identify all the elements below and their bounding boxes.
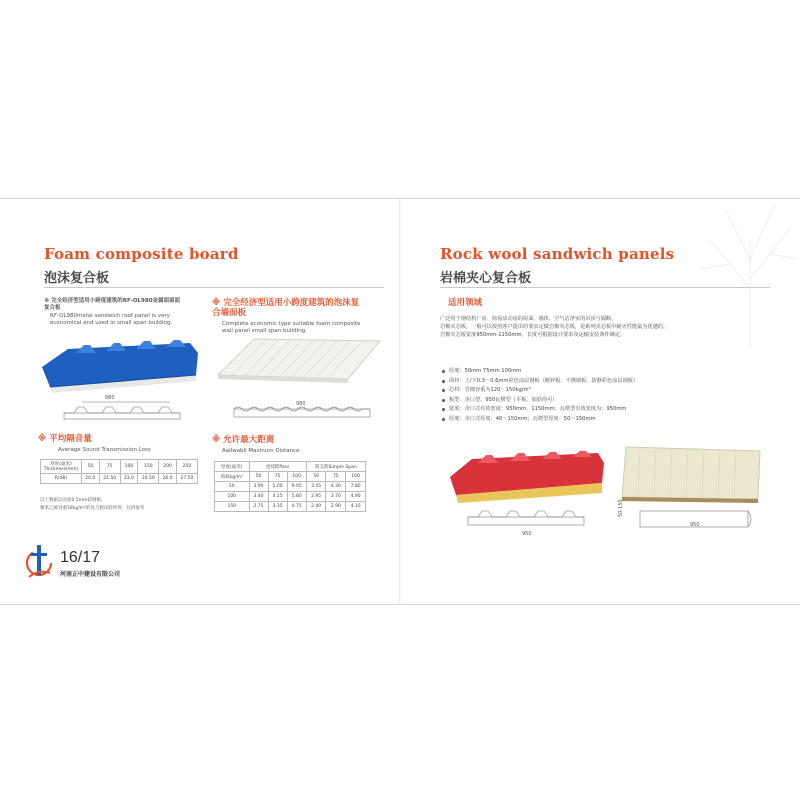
table-cell: 21.50 <box>99 474 120 484</box>
list-item: 面材：上/下0.3～0.6mm彩色涂层钢板（镀锌板、不锈钢板、防静彩色涂层钢板） <box>442 377 638 387</box>
span-table-head-row-1 <box>215 462 366 472</box>
table-cell: 50 <box>249 472 268 482</box>
sound-table-header-row <box>41 460 198 474</box>
table-cell: 3.90 <box>249 482 268 492</box>
spec-list <box>442 367 638 424</box>
paragraph-line: 广泛用于钢结构厂房、简易活动房的屋面、墙体、空气洁净室的吊顶与隔断。 <box>440 316 617 322</box>
paragraph-line: 岩棉夹芯板宽度950mm-1150mm，长度可根据设计要求及运输安装条件确定。 <box>440 332 626 338</box>
table-cell: 2.75 <box>249 502 268 512</box>
table-cell: 23.0 <box>120 474 138 484</box>
sound-heading-cn: ※ 平均隔音量 <box>38 434 92 444</box>
list-item: 厚度：企口式厚度：40～150mm；瓦楞型厚度：50～150mm <box>442 415 638 425</box>
table-cell: 4.10 <box>346 502 366 512</box>
company-name: 河南正中建设有限公司 <box>60 571 121 578</box>
table-cell: 简支跨Simple Span <box>306 462 365 472</box>
table-cell: 4.15 <box>268 492 287 502</box>
wall-heading-cn: ※ 完全经济型适用小跨度建筑的泡沫复合墙面板 <box>212 298 360 318</box>
table-cell: 27.50 <box>176 474 197 484</box>
table-cell: 26.0 <box>159 474 177 484</box>
list-item: 厚度：50mm 75mm 100mm <box>442 367 638 377</box>
table-cell: 厚度(毫米) Thickness(mm) <box>41 460 82 474</box>
table-cell: 3.40 <box>249 492 268 502</box>
table-cell: 7.80 <box>346 482 366 492</box>
list-item: 宽度：企口式有效宽度：950mm、1150mm；瓦楞型有效宽度为：950mm <box>442 405 638 415</box>
table-row <box>215 492 366 502</box>
table-cell: 9.05 <box>287 482 306 492</box>
sound-note-line-2: 聚苯乙烯容重18kg/m³的复合板试验所得，仅供参考 <box>40 506 145 511</box>
span-table <box>214 461 366 512</box>
table-cell: 5.00 <box>268 482 287 492</box>
roof-heading-cn: ※ 完全经济型适用小跨度建筑的RF-OL980金属面屋面复合板 <box>44 298 181 311</box>
table-cell: 4.90 <box>346 492 366 502</box>
table-cell: 2.40 <box>306 502 326 512</box>
table-row <box>215 502 366 512</box>
rockwool-wall-dim: 950 <box>690 522 700 528</box>
table-cell: 荷载kg/m² <box>215 472 250 482</box>
page-number: 16/17 <box>60 549 101 566</box>
company-logo-icon <box>24 543 54 579</box>
span-heading-en: Aallwabil Maxinum Distance <box>222 448 300 454</box>
table-cell: 75 <box>99 460 120 474</box>
brochure-spread <box>0 198 800 605</box>
span-table-head-row-2 <box>215 472 366 482</box>
table-cell: 100 <box>120 460 138 474</box>
table-cell: 100 <box>346 472 366 482</box>
table-cell: 连续跨Pass <box>249 462 306 472</box>
table-cell: 150 <box>215 502 250 512</box>
table-cell: 200 <box>159 460 177 474</box>
table-cell: 100 <box>287 472 306 482</box>
right-title-cn: 岩棉夹心复合板 <box>440 271 532 286</box>
table-cell: 3.35 <box>268 502 287 512</box>
left-divider <box>44 287 384 288</box>
table-cell: 24.50 <box>138 474 159 484</box>
table-cell: 4.75 <box>287 502 306 512</box>
table-cell: 2.90 <box>326 502 346 512</box>
blue-foam-roof-panel-image <box>40 339 200 395</box>
table-cell: 75 <box>268 472 287 482</box>
white-foam-wall-panel-image <box>214 335 384 391</box>
roof-desc-en: RF-OL980metal sandwich roof panel is very economical and used in small span building. <box>50 313 173 326</box>
span-heading-cn: ※ 允许最大距离 <box>212 435 275 445</box>
table-cell: 3.45 <box>306 482 326 492</box>
table-cell: 50 <box>306 472 326 482</box>
roof-profile-drawing <box>62 399 182 423</box>
list-item: 板型：企口型、950瓦楞型（平板、加筋均可） <box>442 396 638 406</box>
wall-desc-en: Complete economic type suitable foam composite wall panel small span building. <box>222 321 361 334</box>
sound-heading-en: Average Sound Transmission Loss <box>58 447 151 453</box>
table-row <box>215 482 366 492</box>
table-cell: 5.80 <box>287 492 306 502</box>
table-cell: 50 <box>215 482 250 492</box>
red-rockwool-roof-panel-image <box>448 451 608 503</box>
table-cell: 150 <box>138 460 159 474</box>
table-cell: 20.0 <box>82 474 100 484</box>
rockwool-roof-profile-drawing <box>466 505 586 529</box>
table-cell: 4.30 <box>326 482 346 492</box>
table-cell: R(dB) <box>41 474 82 484</box>
table-cell: 厚度(毫米) <box>215 462 250 472</box>
center-fold <box>399 199 401 604</box>
table-cell: 2.95 <box>306 492 326 502</box>
application-heading: 适用领域 <box>448 298 483 308</box>
rockwool-wall-thickness: 50-150 <box>618 499 624 517</box>
left-title-en: Foam composite board <box>44 245 239 263</box>
sound-table-row <box>41 474 198 484</box>
application-paragraph <box>440 315 668 339</box>
sound-table <box>40 459 198 484</box>
wall-dimension-label: 980 <box>296 401 306 407</box>
rockwool-wall-panel-image <box>620 445 770 503</box>
rockwool-roof-dim: 950 <box>522 531 532 537</box>
paragraph-line: 岩棉夹芯板，一般可以按照客户提出的要求定做岩棉夹芯板，是系列夹芯板中耐火性能最为优越的。 <box>440 324 669 330</box>
list-item: 芯材：岩棉容重为120～150kg/m³ <box>442 386 638 396</box>
left-title-cn: 泡沫复合板 <box>44 271 110 286</box>
right-divider <box>440 287 770 288</box>
sound-note-line-1: 以上数据以双面0.5mm彩钢板, <box>40 498 103 503</box>
table-cell: 100 <box>215 492 250 502</box>
table-cell: 75 <box>326 472 346 482</box>
table-cell: 3.70 <box>326 492 346 502</box>
roof-dimension-label: 980 <box>105 395 115 401</box>
right-title-en: Rock wool sandwich panels <box>440 245 675 263</box>
table-cell: 250 <box>176 460 197 474</box>
table-cell: 50 <box>82 460 100 474</box>
